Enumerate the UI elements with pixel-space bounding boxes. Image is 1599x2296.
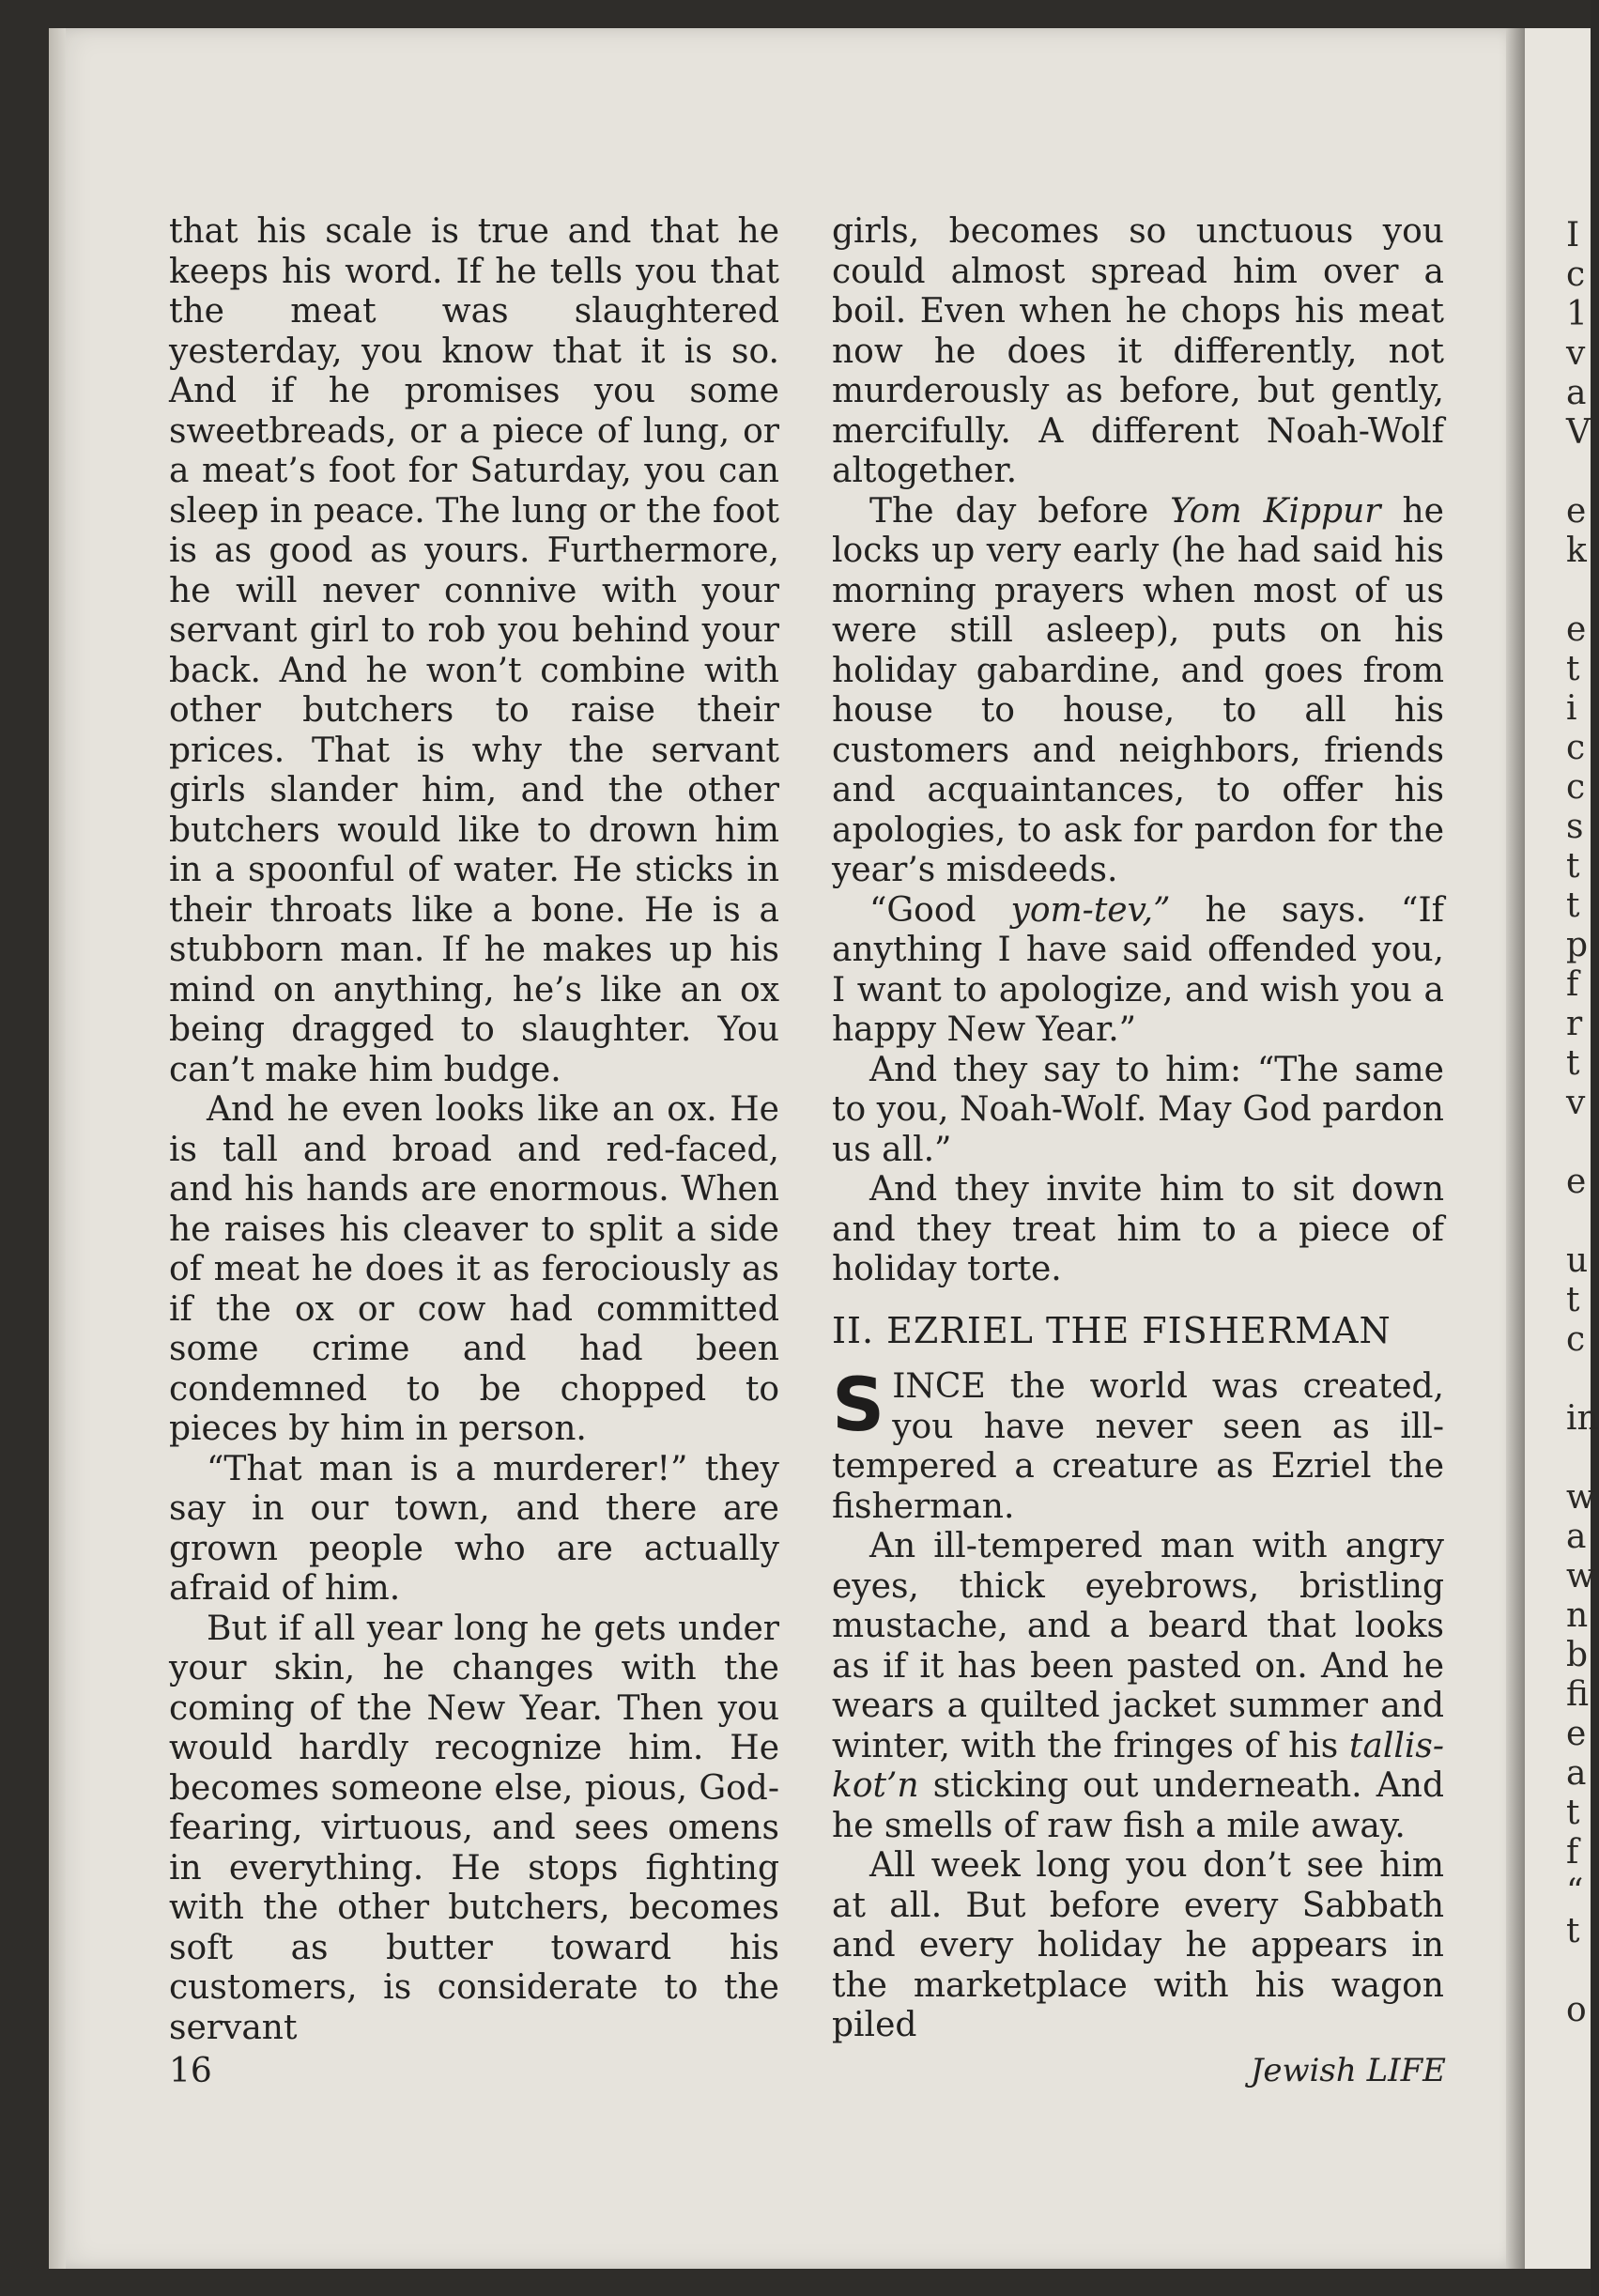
left-text-column	[169, 212, 779, 2048]
italic-term: yom-tev,”	[1010, 890, 1171, 930]
facing-page-edge	[1525, 28, 1599, 2269]
page-number: 16	[169, 2052, 212, 2090]
paragraph-text: “Good	[869, 890, 1011, 930]
drop-cap: S	[832, 1364, 885, 1448]
paragraph-text: INCE the world was created, you have never seen as ill-tempered a creature as Ezriel the fisherman.	[832, 1367, 1444, 1526]
paragraph: And they invite him to sit down and they treat him to a piece of holiday torte.	[832, 1170, 1444, 1288]
italic-term: tallis-kot’n	[832, 1726, 1444, 1805]
paragraph-text: The day before	[869, 491, 1171, 531]
paragraph	[832, 891, 1444, 1051]
paragraph-text: he says. “If anything I have said offended you, I want to apologize, and wish you a happy New Year.”	[832, 890, 1445, 1049]
paragraph	[832, 1364, 1444, 1527]
paragraph: But if all year long he gets under your skin, he changes with the coming of the New Year. Then you would hardly recognize him. He becomes someone else, pious, God-fearing, virtuous, and sees omens in everything. He stops fighting with the other butchers, becomes soft as butter toward his customers, is considerate to the servant	[169, 1609, 779, 2047]
section-heading: II. EZRIEL THE FISHERMAN	[832, 1309, 1391, 1351]
facing-page-letters: I c 1 v a V e k e t i c c s t t p f r t v e u t c in w a w n b fi e a t f “ t o	[1566, 216, 1599, 2029]
paragraph	[832, 492, 1444, 891]
paragraph: And they say to him: “The same to you, Noah-Wolf. May God pardon us all.”	[832, 1050, 1444, 1169]
paragraph-text: he locks up very early (he had said his morning prayers when most of us were still asleep), puts on his holiday gabardine, and goes from house to house, to all his customers and neighbors, friends and acquaintances, to offer his apologies, to ask for pardon for the year’s misdeeds.	[832, 491, 1444, 889]
paragraph: that his scale is true and that he keeps his word. If he tells you that the meat was slaughtered yesterday, you know that it is so. And if he promises you some sweetbreads, or a piece of lung, or a meat’s foot for Saturday, you can sleep in peace. The lung or the foot is as good as yours. Furthermore, he will never connive with your servant girl to rob you behind your back. And he won’t combine with other butchers to raise their prices. That is why the servant girls slander him, and the other butchers would like to drown him in a spoonful of water. He sticks in their throats like a bone. He is a stubborn man. If he makes up his mind on anything, he’s like an ox being dragged to slaughter. You can’t make him budge.	[169, 212, 779, 1089]
paragraph-text: An ill-tempered man with angry eyes, thick eyebrows, bristling mustache, and a beard that looks as if it has been pasted on. And he wears a quilted jacket summer and winter, with the fringes of his	[832, 1527, 1444, 1765]
paragraph-text: sticking out underneath. And he smells of raw fish a mile away.	[832, 1766, 1444, 1845]
paragraph: girls, becomes so unctuous you could almost spread him over a boil. Even when he chops his meat now he does it differently, not murderously as before, but gently, mercifully. A different Noah-Wolf altogether.	[832, 212, 1444, 490]
page-binding-edge	[49, 28, 66, 2269]
publication-name: Jewish LIFE	[1250, 2052, 1446, 2089]
paragraph	[832, 1527, 1444, 1846]
paragraph: All week long you don’t see him at all. But before every Sabbath and every holiday he appears in the marketplace with his wagon piled	[832, 1846, 1444, 2044]
paragraph: And he even looks like an ox. He is tall and broad and red-faced, and his hands are enormous. When he raises his cleaver to split a side of meat he does it as ferociously as if the ox or cow had committed some crime and had been condemned to be chopped to pieces by him in person.	[169, 1090, 779, 1448]
right-text-column	[832, 212, 1444, 2046]
italic-term: Yom Kippur	[1170, 491, 1381, 531]
paragraph: “That man is a murderer!” they say in our town, and there are grown people who are actually afraid of him.	[169, 1449, 779, 1608]
page-gutter	[1506, 28, 1525, 2269]
